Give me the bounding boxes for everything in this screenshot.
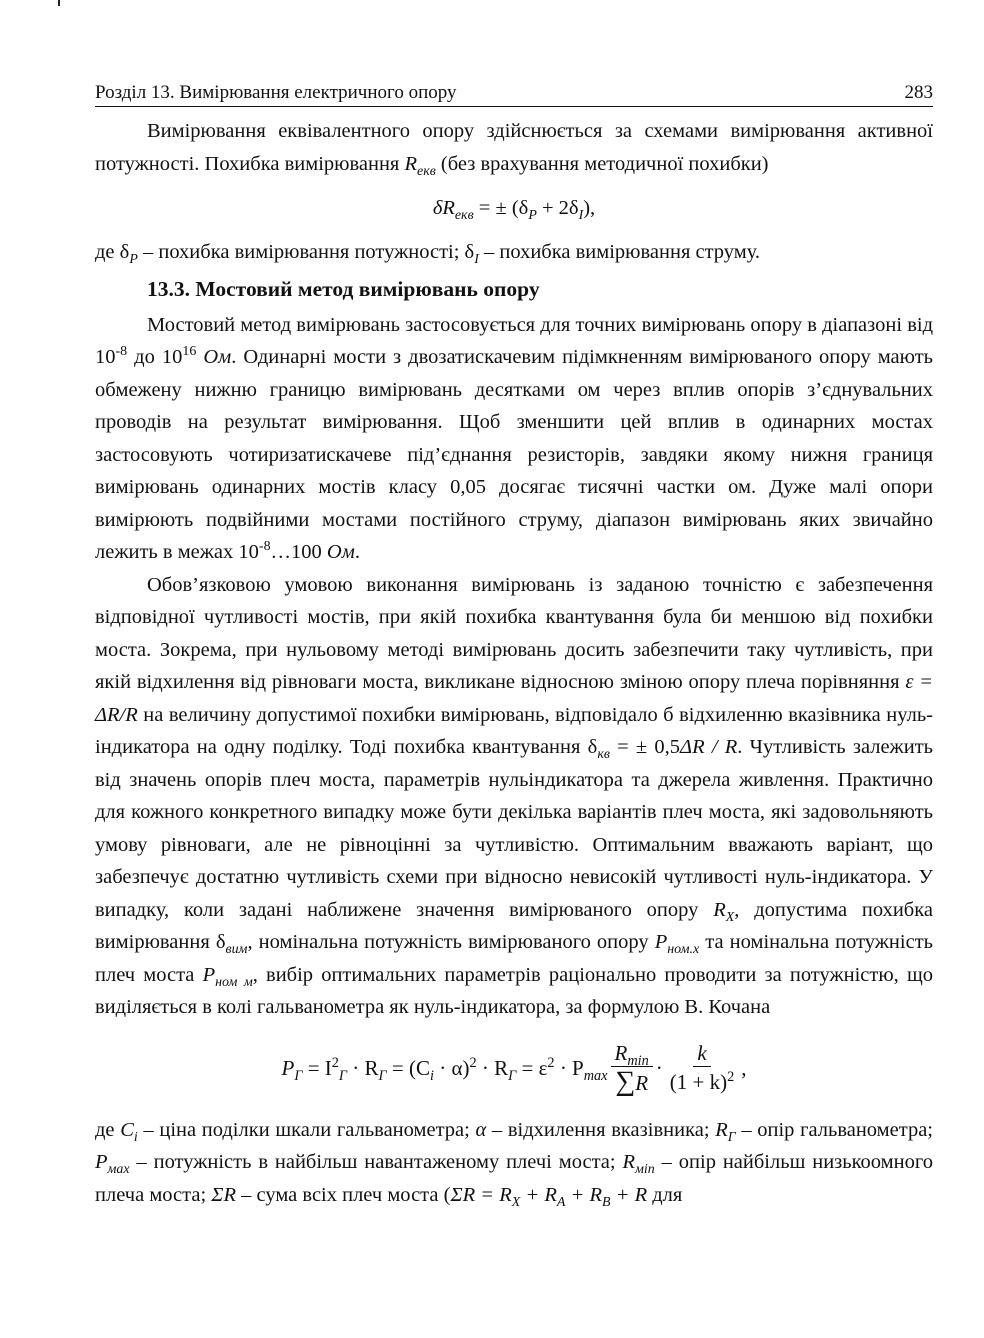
scan-mark: [58, 0, 60, 6]
paragraph-sensitivity: Обов’язковою умовою виконання вимірювань із заданою точністю є забезпечення відповідної чутливості мостів, при якій похибка квантування була би меншою від похибки моста. Зокрема, при нульовому методі вимірювань досить забезпечити таку чутливість, при якій відхилення від рівноваги моста, викликане відносною зміною опору плеча порівняння ε = ΔR/R на величину допустимої похибки вимірювань, відповідало б відхиленню вказівника нуль-індикатора на одну поділку. Тоді похибка квантування $\delta_{кв}$ = ± 0,5ΔR / R. Чутливість залежить від значень опорів плеч моста, параметрів нульіндикатора та джерела живлення. Практично для кожного конкретного випадку може бути декілька варіантів плеч моста, які задовольняють умову рівноваги, але не рівноцінні за чутливістю. Оптимальним вважають варіант, що забезпечує достатню чутливість схеми при відносно невисокій чутливості нуль-індикатора. У випадку, коли задані наближене значення вимірюваного опору $R_X$, допустима похибка вимірювання $\delta_{вим}$, номінальна потужність вимірюваного опору $P_{ном.x}$ та номінальна потужність плеч моста $P_{ном м}$, вибір оптимальних параметрів раціонально проводити за потужністю, що виділяється в колі гальванометра як нуль-індикатора, за формулою В. Кочана: [95, 573, 933, 1018]
running-header: [95, 80, 933, 107]
equation-kochan: $P_Г = I^2_Г \cdot R_Г = (C_i \cdot \alpha)^2 \cdot R_Г = \varepsilon^2 \cdot P_{max}$ $\frac{R_{min}}{\sum R}$ · $\frac{k}{(1 + k)^2}$ ,: [281, 1040, 747, 1097]
paragraph-where: де $\delta_P$ – похибка вимірювання потужності; $\delta_I$ – похибка вимірювання струму.: [95, 241, 761, 268]
paragraph-intro: Вимірювання еквівалентного опору здійснюється за схемами вимірювання активної потужності. Похибка вимірювання $R_{екв}$ (без врахування методичної похибки): [95, 120, 933, 179]
equation-equivalent-error: $\delta R_{екв}$ = ± $(\delta_P + 2\delta_I)$,: [432, 197, 596, 224]
page-body: [95, 115, 933, 1211]
fraction-rmin-over-sum: $\frac{R_{min}}{\sum R}$: [611, 1040, 653, 1098]
fraction-k-over-squared: $\frac{k}{(1 + k)^2}$: [669, 1041, 735, 1094]
section-heading: 13.3. Мостовий метод вимірювань опору: [147, 276, 540, 301]
section-title: Розділ 13. Вимірювання електричного опору: [95, 82, 457, 103]
page-number: 283: [904, 82, 933, 103]
paragraph-bridge-method: Мостовий метод вимірювань застосовується для точних вимірювань опору в діапазоні від $10^{-8}$ до $10^{16}$ Ом. Одинарні мости з двозатискачевим підімкненням вимірюваного опору мають обмежену нижню границю вимірювань десятками ом через вплив опорів з’єднувальних проводів на результат вимірювання. Щоб зменшити цей вплив в одинарних мостах застосовують чотиризатискачеве під’єднання резисторів, завдяки якому нижня границя вимірювань одинарних мостів класу 0,05 досягає тисячні частки ом. Дуже малі опори вимірюють подвійними мостами постійного струму, діапазон вимірювань яких звичайно лежить в межах $10^{-8}\dots 100$ Ом.: [95, 313, 933, 563]
paragraph-definitions: де $C_i$ – ціна поділки шкали гальванометра; α – відхилення вказівника; $R_Г$ – опір гальванометра; $P_{мах}$ – потужність в найбільш навантаженому плечі моста; $R_{мin}$ – опір найбільш низькоомного плеча моста; ΣR – сума всіх плеч моста ($\Sigma R = R_X + R_A + R_B + R$ для: [95, 1118, 933, 1210]
